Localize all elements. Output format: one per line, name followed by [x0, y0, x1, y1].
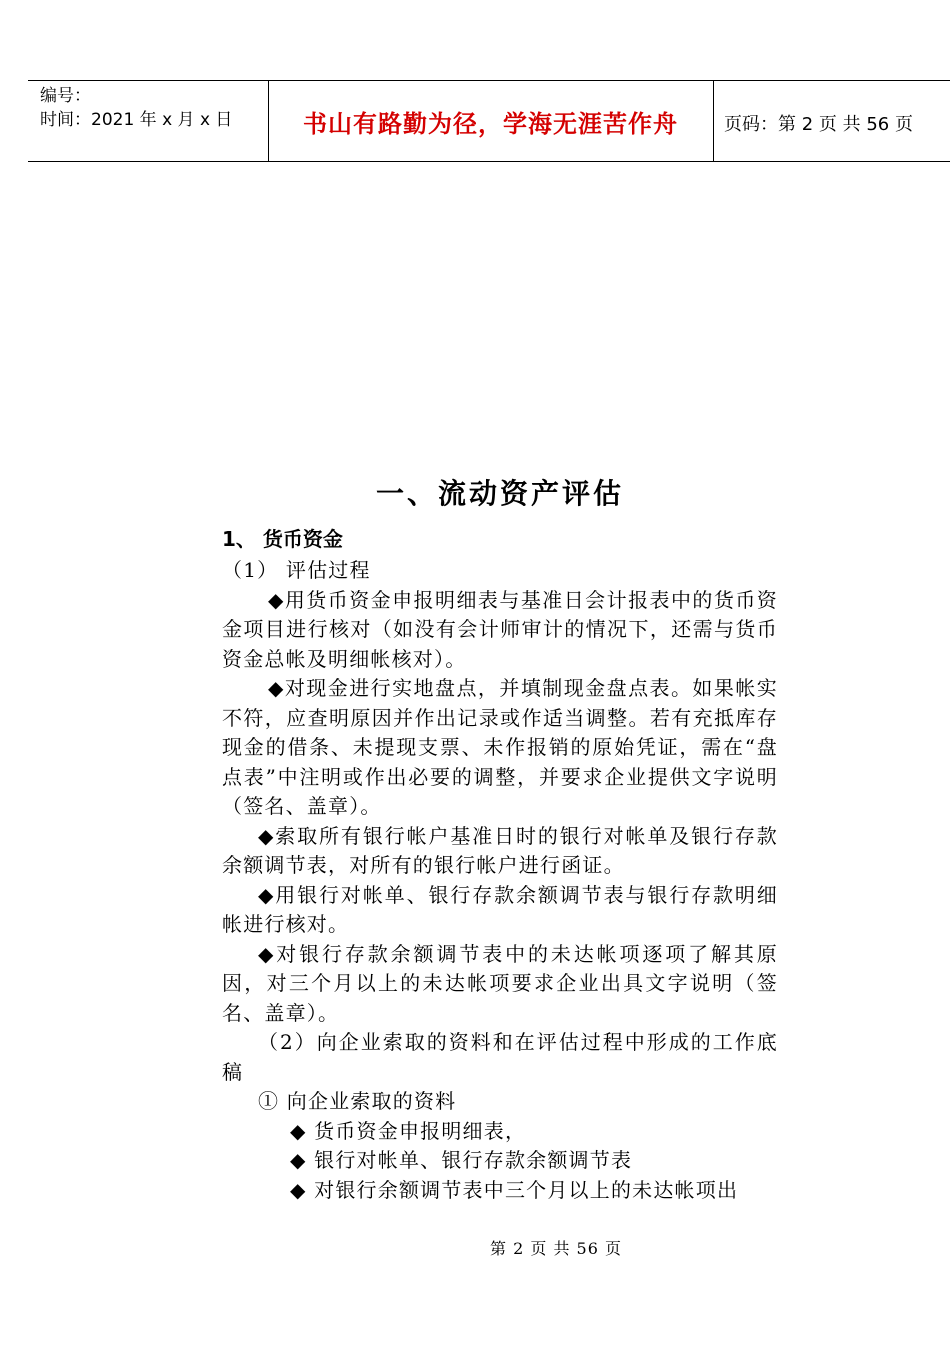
list-item: ◆ 对银行余额调节表中三个月以上的未达帐项出 [290, 1177, 739, 1202]
list-item: ◆ 货币资金申报明细表， [290, 1118, 527, 1143]
paragraph: ◆对现金进行实地盘点，并填制现金盘点表。如果帐实不符，应查明原因并作出记录或作适当调整。若有充抵库存现金的借条、未提现支票、未作报销的原始凭证，需在“盘点表”中注明或作出必要的调整，并要求企业提供文字说明（签名、盖章）。 [222, 676, 778, 818]
header-meta [40, 84, 232, 132]
header-top-border [28, 80, 950, 81]
subsection-heading-2: （2）向企业索取的资料和在评估过程中形成的工作底稿 [222, 1030, 778, 1084]
time-label: 时间：2021 年 x 月 x 日 [40, 110, 233, 130]
document-body [222, 522, 778, 1205]
paragraph: ◆用货币资金申报明细表与基准日会计报表中的货币资金项目进行核对（如没有会计师审计的情况下，还需与货币资金总帐及明细帐核对）。 [222, 587, 778, 671]
paragraph: ◆对银行存款余额调节表中的未达帐项逐项了解其原因，对三个月以上的未达帐项要求企业出具文字说明（签名、盖章）。 [222, 941, 778, 1025]
code-label: 编号： [40, 86, 91, 106]
subsection-heading-1: （1） 评估过程 [222, 558, 371, 582]
document-title: 一、流动资产评估 [375, 477, 624, 510]
header-page-info: 页码：第 2 页 共 56 页 [724, 114, 913, 135]
section-heading: 1、 货币资金 [222, 527, 343, 551]
header-motto: 书山有路勤为径，学海无涯苦作舟 [303, 110, 678, 138]
paragraph: ◆索取所有银行帐户基准日时的银行对帐单及银行存款余额调节表，对所有的银行帐户进行函证。 [222, 823, 778, 877]
page-footer: 第 2 页 共 56 页 [490, 1239, 622, 1258]
header-bottom-border [28, 161, 950, 162]
list-heading: ① 向企业索取的资料 [258, 1089, 457, 1113]
header-divider-right [713, 80, 714, 162]
paragraph: ◆用银行对帐单、银行存款余额调节表与银行存款明细帐进行核对。 [222, 882, 778, 936]
list-item: ◆ 银行对帐单、银行存款余额调节表 [290, 1148, 633, 1172]
